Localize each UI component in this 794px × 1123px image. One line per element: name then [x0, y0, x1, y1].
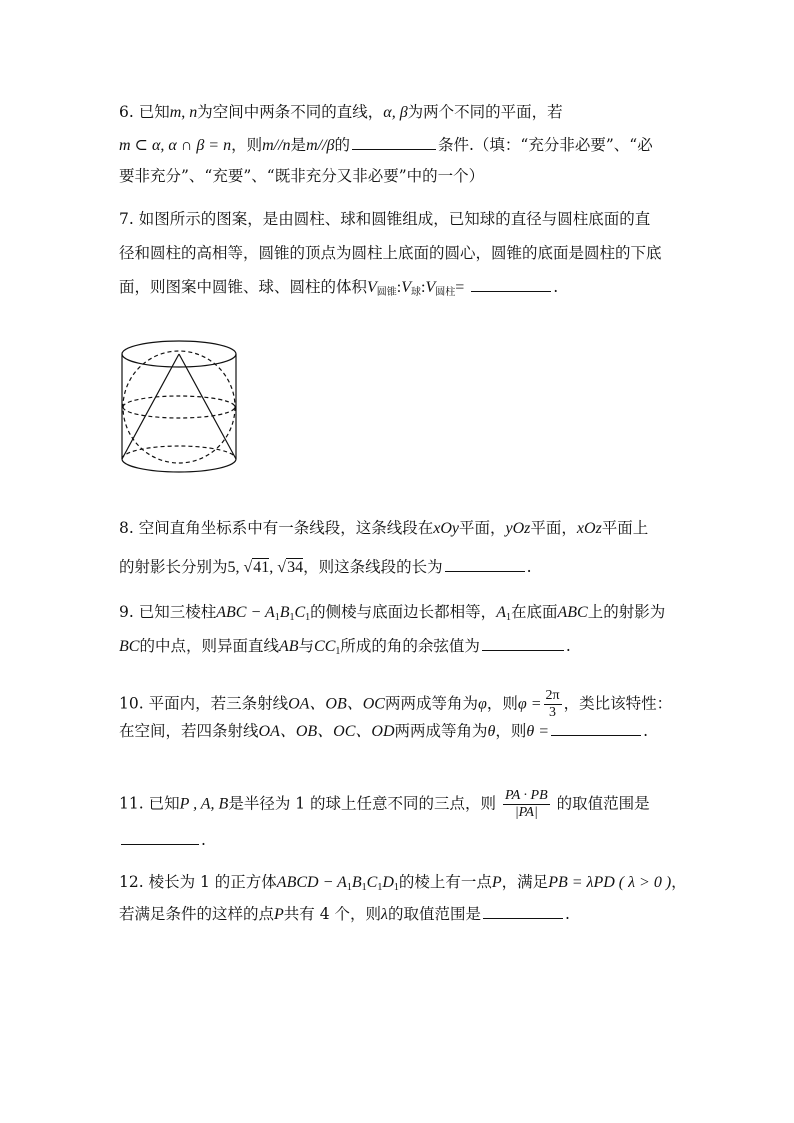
q9-line-1	[119, 602, 665, 628]
math-C: C	[366, 874, 378, 891]
q12-text: 的取值范围是	[387, 905, 481, 923]
math-BC: BC	[119, 638, 140, 655]
q7-line-1	[119, 209, 650, 229]
q8-line-1	[119, 518, 648, 539]
q9-line-2	[119, 636, 571, 662]
sub-ball: 球	[411, 287, 422, 298]
cone-left-edge	[122, 354, 179, 459]
math-lambda: λ	[381, 906, 388, 923]
q12-line-2	[119, 904, 570, 925]
period: .	[553, 278, 559, 296]
q10-line-2	[119, 721, 648, 742]
subscript: 1	[305, 612, 311, 623]
math-m-parallel-n: m//n	[262, 137, 291, 154]
math-condition: PB = λPD ( λ > 0 )	[548, 874, 672, 891]
subscript: 1	[505, 612, 511, 623]
subscript: 1	[393, 882, 399, 893]
fraction-2pi-over-3	[544, 688, 562, 721]
q12-text: ，满足	[501, 873, 549, 891]
q8-line-2	[119, 557, 532, 578]
answer-blank-q12[interactable]	[483, 904, 563, 919]
subscript: 1	[361, 882, 367, 893]
math-D: D	[382, 874, 394, 891]
answer-blank-q10[interactable]	[551, 721, 641, 736]
math-xOz: xOz	[576, 520, 602, 537]
answer-blank-q9[interactable]	[482, 636, 564, 651]
q11-text: 是半径为 1 的球上任意不同的三点，则	[228, 794, 497, 813]
q8-text: 8. 空间直角坐标系中有一条线段，这条线段在	[119, 519, 434, 537]
sqrt-34: √34	[277, 559, 304, 576]
math-phi-eq: φ =	[517, 695, 542, 713]
math-ABC: ABC	[557, 604, 588, 621]
q7-text: 面，则图案中圆锥、球、圆柱的体积	[119, 278, 368, 296]
fraction-denominator: 3	[549, 705, 557, 720]
q6-text: 的	[334, 136, 350, 154]
math-A: A	[496, 604, 506, 621]
q9-text: 上的射影为	[587, 603, 666, 621]
q9-text: 的侧棱与底面边长都相等，	[310, 603, 497, 621]
fraction-numerator: 2π	[545, 688, 560, 703]
q10-text: ，类比该特性：	[563, 694, 673, 713]
q12-text: 的棱上有一点	[398, 873, 492, 891]
sphere-outline	[123, 351, 235, 463]
q6-line-1	[119, 102, 563, 123]
math-CC: CC	[314, 638, 336, 655]
q10-line-1	[119, 688, 672, 721]
q10-text: 两两成等角为	[384, 694, 478, 713]
period: .	[565, 637, 571, 655]
q10-text: 10. 平面内，若三条射线	[119, 694, 289, 713]
math-theta: θ	[487, 723, 496, 740]
q12-text: ，	[671, 873, 687, 891]
math-n: n	[189, 104, 198, 121]
q9-text: 所成的角的余弦值为	[340, 637, 480, 655]
q10-text: ，则	[486, 694, 518, 713]
sphere-equator-back	[123, 396, 235, 407]
q9-text: 与	[298, 637, 315, 655]
math-V: V	[425, 279, 436, 296]
math-cube: ABCD − A	[276, 874, 347, 891]
math-m-parallel-beta: m//β	[306, 137, 335, 154]
q6-line-3	[119, 166, 484, 186]
subscript: 1	[274, 612, 280, 623]
fraction-denominator: |PA|	[514, 805, 538, 820]
sub-cylinder: 圆柱	[435, 287, 456, 298]
q11-line-1	[119, 788, 650, 821]
q6-text: 为空间中两条不同的直线，	[197, 103, 384, 121]
sqrt-41: √41	[243, 559, 270, 576]
q11-line-2	[119, 830, 206, 850]
q8-text: 平面，	[458, 519, 506, 537]
fraction-numerator: PA · PB	[504, 788, 548, 803]
math-points: P , A, B	[179, 795, 229, 813]
math-V: V	[401, 279, 412, 296]
cylinder-bottom-front	[122, 459, 236, 472]
q6-text: 6. 已知	[119, 103, 170, 121]
math-P: P	[491, 874, 502, 891]
q7-text: 径和圆柱的高相等，圆锥的顶点为圆柱上底面的圆心，圆锥的底面是圆柱的下底	[119, 244, 662, 262]
q9-text: 在底面	[510, 603, 558, 621]
colon: :	[396, 279, 402, 296]
answer-blank-q8[interactable]	[445, 557, 525, 572]
q9-text: 的中点，则异面直线	[139, 637, 279, 655]
answer-blank-q7[interactable]	[471, 277, 551, 292]
math-comma: ,	[269, 559, 278, 576]
q7-line-3	[119, 277, 558, 303]
q12-line-1	[119, 872, 687, 898]
math-m: m	[169, 104, 182, 121]
math-five: 5,	[227, 559, 244, 576]
q11-text: 11. 已知	[119, 794, 180, 813]
period: .	[526, 558, 532, 576]
sqrt-34-value: 34	[287, 559, 304, 576]
q8-text: 的射影长分别为	[119, 558, 228, 576]
q6-text: 为两个不同的平面，若	[407, 103, 563, 121]
q6-line-2	[119, 135, 653, 156]
fraction-dot-product	[503, 788, 550, 821]
cylinder-sphere-cone-figure	[118, 335, 240, 483]
cylinder-bottom-back	[122, 446, 236, 459]
q7-line-2	[119, 243, 662, 263]
equals: =	[455, 279, 465, 296]
answer-blank-q6[interactable]	[352, 135, 436, 150]
cone-right-edge	[179, 354, 236, 459]
colon: :	[421, 279, 426, 296]
sqrt-41-value: 41	[253, 559, 270, 576]
subscript: 1	[335, 646, 341, 657]
math-B: B	[351, 874, 362, 891]
q8-text: 平面，	[530, 519, 577, 537]
q6-text: 是	[290, 136, 307, 154]
answer-blank-q11[interactable]	[121, 830, 199, 845]
math-alpha-beta: α, β	[383, 104, 408, 121]
period: .	[643, 722, 648, 740]
math-rays-4: OA、OB、OC、OD	[258, 723, 395, 740]
q6-text: 要非充分”、“充要”、“既非充分又非必要”中的一个）	[119, 167, 485, 185]
subscript: 1	[346, 882, 352, 893]
q6-text: ，则	[231, 136, 263, 154]
math-AB: AB	[278, 638, 299, 655]
math-theta-eq: θ =	[526, 723, 550, 740]
period: .	[564, 905, 570, 923]
period: .	[201, 831, 206, 849]
subscript: 1	[289, 612, 295, 623]
q8-text: ，则这条线段的长为	[303, 558, 443, 576]
math-C: C	[294, 604, 306, 621]
q6-text: 条件.（填：“充分非必要”、“必	[438, 136, 653, 154]
math-phi: φ	[477, 695, 487, 713]
sub-cone: 圆锥	[376, 287, 397, 298]
math-V: V	[367, 279, 377, 296]
q12-text: 共有 4 个，则	[283, 905, 382, 923]
math-B: B	[279, 604, 290, 621]
math-condition: m ⊂ α, α ∩ β = n	[119, 137, 232, 154]
q10-text: 两两成等角为	[394, 722, 488, 740]
math-yOz: yOz	[505, 520, 531, 537]
math-comma: ,	[181, 104, 190, 121]
q10-text: ，则	[495, 722, 527, 740]
q8-text: 平面上	[601, 519, 649, 537]
q10-text: 在空间，若四条射线	[119, 722, 259, 740]
subscript: 1	[377, 882, 383, 893]
math-rays-3: OA、OB、OC	[288, 695, 385, 713]
q11-text: 的取值范围是	[556, 794, 650, 813]
q9-text: 9. 已知三棱柱	[119, 603, 217, 621]
math-prism: ABC − A	[216, 604, 275, 621]
math-xOy: xOy	[433, 520, 459, 537]
q12-text: 12. 棱长为 1 的正方体	[119, 873, 277, 891]
q7-text: 7. 如图所示的图案，是由圆柱、球和圆锥组成，已知球的直径与圆柱底面的直	[119, 210, 651, 228]
q12-text: 若满足条件的这样的点	[119, 905, 275, 923]
sphere-equator-front	[123, 407, 235, 418]
math-P: P	[274, 906, 284, 923]
